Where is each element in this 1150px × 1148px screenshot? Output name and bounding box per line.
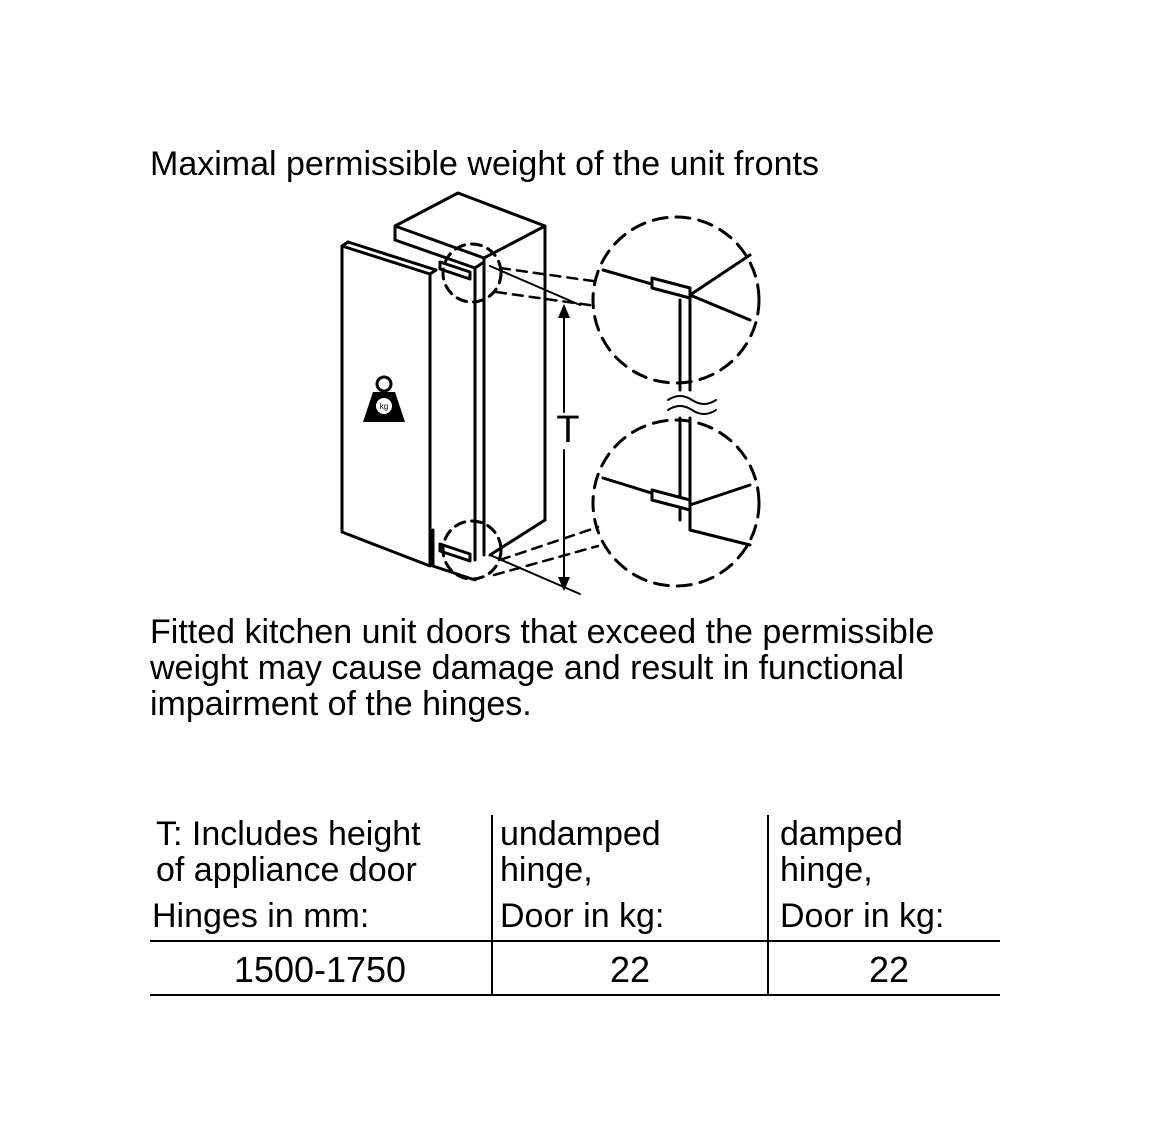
cell-undamped-weight: 22	[609, 949, 651, 990]
table-header-height	[152, 816, 421, 934]
table-bottom-rule	[150, 994, 1000, 996]
table-header-rule	[150, 940, 1000, 942]
header-damped-line-2: hinge,	[780, 851, 873, 889]
break-marks	[668, 396, 716, 414]
table-header-damped	[780, 816, 944, 934]
magnified-bottom-hinge	[593, 418, 759, 586]
table-header-undamped	[500, 816, 664, 934]
header-damped-line-1: damped	[780, 815, 903, 853]
header-undamped-line-3: Door in kg:	[500, 897, 665, 935]
detail-circles-small	[443, 244, 501, 579]
warning-line-1: Fitted kitchen unit doors that exceed the permissible	[150, 613, 935, 651]
cell-height-range: 1500-1750	[233, 949, 407, 990]
header-undamped-line-1: undamped	[500, 815, 661, 853]
detail-connectors	[494, 268, 600, 575]
warning-line-2: weight may cause damage and result in functional	[150, 649, 905, 687]
header-undamped-line-2: hinge,	[500, 851, 593, 889]
header-damped-line-3: Door in kg:	[780, 897, 945, 935]
warning-text	[150, 614, 1050, 722]
header-height-line-3: Hinges in mm:	[152, 897, 370, 935]
dimension-t-label: T	[556, 409, 580, 451]
header-height-line-2: of appliance door	[156, 851, 417, 889]
cell-damped-weight: 22	[868, 949, 910, 990]
diagram-title: Maximal permissible weight of the unit fronts	[150, 145, 819, 183]
magnified-top-hinge	[593, 217, 759, 390]
warning-line-3: impairment of the hinges.	[150, 685, 532, 723]
weight-icon-label: kg	[379, 402, 389, 411]
header-height-line-1: T: Includes height	[156, 815, 421, 853]
